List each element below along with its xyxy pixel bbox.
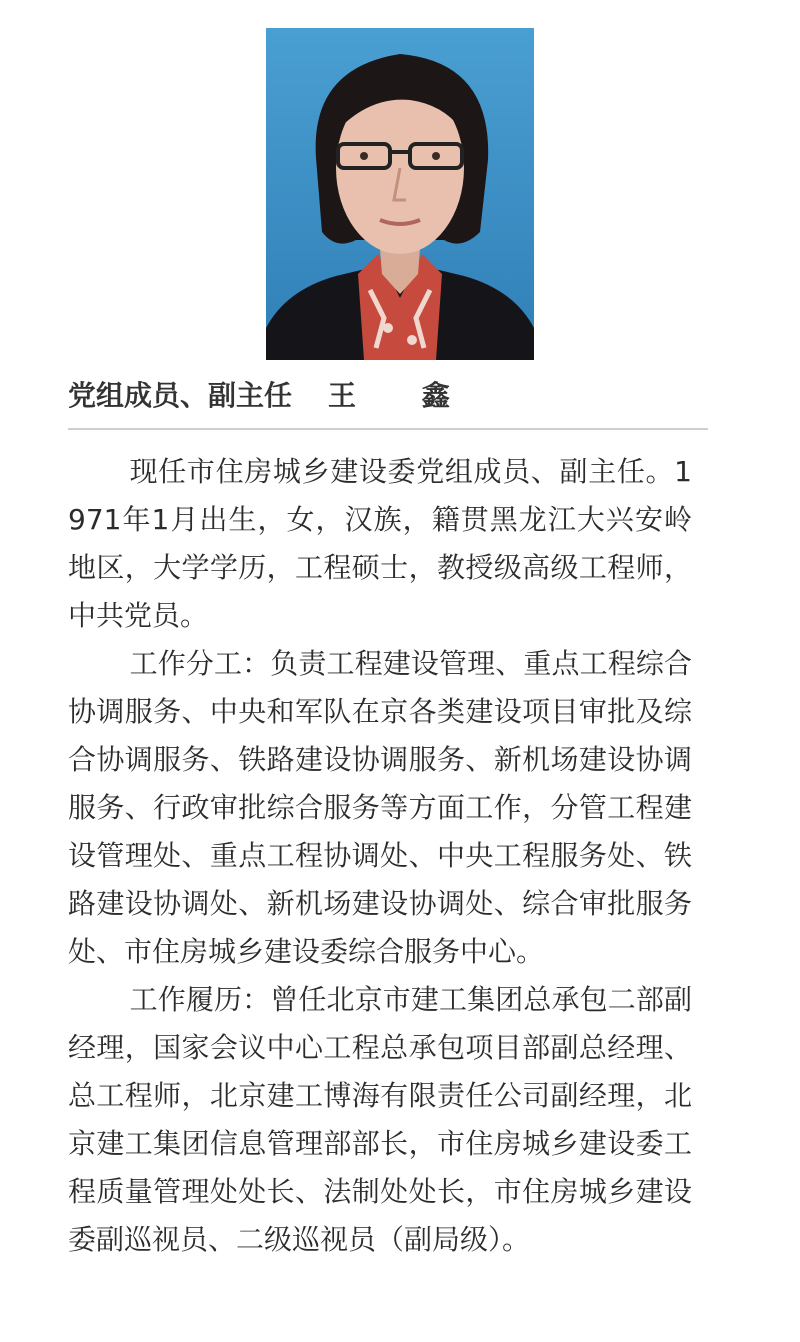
profile-name: 王 鑫 [328, 379, 478, 412]
paragraph-responsibilities: 工作分工：负责工程建设管理、重点工程综合协调服务、中央和军队在京各类建设项目审批及综合协调服务、铁路建设协调服务、新机场建设协调服务、行政审批综合服务等方面工作，分管工程建设管理处、重点工程协调处、中央工程服务处、铁路建设协调处、新机场建设协调处、综合审批服务处、市住房城乡建设委综合服务中心。 [68, 647, 692, 968]
profile-heading [68, 376, 478, 416]
paragraph-work-history: 工作履历：曾任北京市建工集团总承包二部副经理，国家会议中心工程总承包项目部副总经理、总工程师，北京建工博海有限责任公司副经理，北京建工集团信息管理部部长，市住房城乡建设委工程质量管理处处长、法制处处长，市住房城乡建设委副巡视员、二级巡视员（副局级）。 [68, 983, 692, 1256]
heading-divider [68, 428, 708, 430]
profile-title: 党组成员、副主任 [68, 379, 293, 412]
portrait-illustration [266, 28, 534, 360]
profile-body [68, 448, 692, 1264]
portrait-photo [266, 28, 534, 360]
paragraph-current-position: 现任市住房城乡建设委党组成员、副主任。1971年1月出生，女，汉族，籍贯黑龙江大兴安岭地区，大学学历，工程硕士，教授级高级工程师，中共党员。 [68, 455, 692, 632]
